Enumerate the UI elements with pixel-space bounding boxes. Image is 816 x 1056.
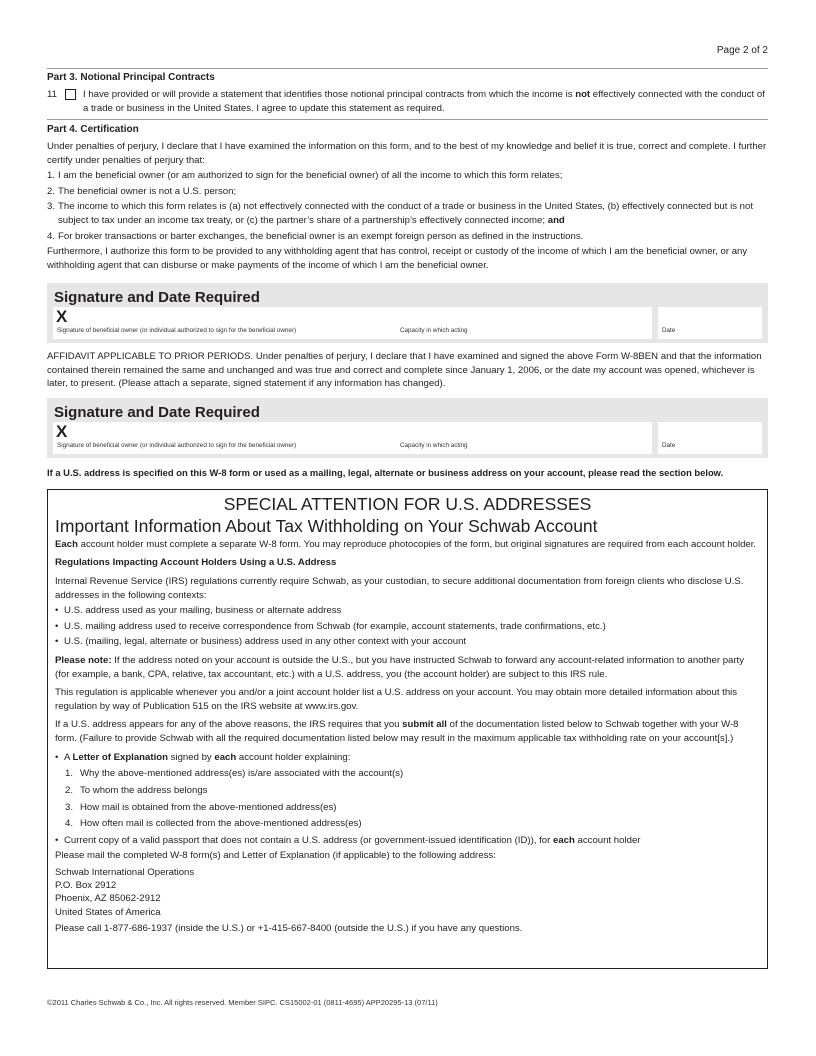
address-line: Schwab International Operations (55, 866, 195, 878)
letter-of-explanation-item: • A Letter of Explanation signed by each account holder explaining: (55, 751, 351, 763)
context-item: • U.S. address used as your mailing, business or alternate address (55, 605, 342, 617)
signature-field[interactable] (53, 307, 439, 339)
certification-item: 1. I am the beneficial owner (or am authorized to sign for the beneficial owner) of all the income to which this form relates; (47, 170, 563, 182)
mailing-address (55, 866, 760, 919)
letter-item: 1. Why the above-mentioned address(es) is/are associated with the account(s) (65, 768, 404, 780)
item-number: 11 (47, 89, 57, 100)
signature-caption: Signature of beneficial owner (or individual authorized to sign for the beneficial owner) (57, 442, 297, 450)
special-attention-box (47, 489, 768, 969)
context-item: • U.S. mailing address used to receive correspondence from Schwab (for example, account statements, trade confirmations, etc.) (55, 620, 606, 632)
requires-paragraph: If a U.S. address appears for any of the above reasons, the IRS requires that you submit all of the documentation listed below to Schwab together with your W-8 form. (Failure to provide Schwab with all the required documentation listed below may result in the maximum applicable tax withholding rate on your account[s].) (55, 719, 739, 745)
signature-field[interactable] (53, 422, 439, 454)
part4-title: Part 4. Certification (47, 124, 139, 135)
certification-item: 4. For broker transactions or barter exchanges, the beneficial owner is an exempt foreign person as defined in the instructions. (47, 230, 584, 242)
us-address-notice: If a U.S. address is specified on this W-8 form or used as a mailing, legal, alternate or business address on your account, please read the section below. (47, 467, 724, 478)
please-note-paragraph: Please note: If the address noted on your account is outside the U.S., but you have instructed Schwab to forward any account-related information to another party (for example, a bank, CPA, relative, tax accountant, etc.) with a U.S. address, you (the account holder) are subject to this IRS rule. (55, 655, 745, 680)
part3-title: Part 3. Notional Principal Contracts (47, 72, 215, 83)
address-line: P.O. Box 2912 (55, 880, 117, 892)
certification-intro: Under penalties of perjury, I declare that I have examined the information on this form, and to the best of my knowledge and belief it is true, correct and complete. I further certify under penalties of perjury that: (47, 141, 767, 166)
part4-section (47, 123, 768, 272)
page-number: Page 2 of 2 (716, 45, 768, 56)
letter-item: 4. How often mail is collected from the above-mentioned address(es) (65, 818, 362, 830)
footer-copyright: ©2011 Charles Schwab & Co., Inc. All rights reserved. Member SIPC. CS15002-01 (0811-4695) APP20295-13 (07/11) (47, 998, 438, 1007)
capacity-caption: Capacity in which acting (400, 327, 468, 335)
signature-title: Signature and Date Required (54, 404, 260, 421)
date-caption: Date (662, 442, 676, 450)
signature-box-2 (47, 398, 768, 458)
certification-item: 3. The income to which this form relates is (a) not effectively connected with the conduct of a trade or business in the United States, (b) effectively connected but is not subject to tax under an income tax treaty, or (c) the partner’s share of a partnership’s effectively connected income; and (47, 201, 754, 227)
signature-title: Signature and Date Required (54, 289, 260, 306)
signature-x-mark: X (56, 422, 68, 441)
notional-contracts-checkbox[interactable] (65, 89, 76, 100)
special-heading: SPECIAL ATTENTION FOR U.S. ADDRESSES (223, 494, 592, 514)
address-line: United States of America (55, 906, 161, 918)
authorization-paragraph: Furthermore, I authorize this form to be provided to any withholding agent that has control, receipt or custody of the income of which I am the beneficial owner, or any withholding agent that can disburse or make payments of the income of which I am the beneficial owner. (47, 246, 748, 271)
certification-item: 2. The beneficial owner is not a U.S. person; (47, 185, 237, 197)
each-holder-paragraph: Each account holder must complete a separate W-8 form. You may reproduce photocopies of the form, but original signatures are required from each account holder. (55, 538, 757, 550)
date-caption: Date (662, 327, 676, 335)
capacity-field[interactable] (396, 422, 652, 454)
affidavit-paragraph: AFFIDAVIT APPLICABLE TO PRIOR PERIODS. Under penalties of perjury, I declare that I have examined and signed the above Form W-8BEN and that the information contained therein remained the same and unchanged and was true and correct and complete since January 1, 2006, or the date my account was opened, whichever is later, to present. (Please attach a separate, signed statement if any information has changed). (47, 351, 762, 390)
divider (47, 119, 768, 120)
letter-item: 3. How mail is obtained from the above-mentioned address(es) (65, 801, 337, 813)
date-field[interactable] (658, 422, 762, 454)
letter-item: 2. To whom the address belongs (65, 784, 208, 796)
signature-box-1 (47, 283, 768, 343)
capacity-caption: Capacity in which acting (400, 442, 468, 450)
context-item: • U.S. (mailing, legal, alternate or business) address used in any other context with your account (55, 636, 467, 648)
part3-section (47, 68, 768, 120)
date-field[interactable] (658, 307, 762, 339)
special-subheading: Important Information About Tax Withholding on Your Schwab Account (55, 515, 598, 536)
mail-paragraph: Please mail the completed W-8 form(s) and Letter of Explanation (if applicable) to the following address: (55, 850, 496, 862)
notional-contracts-item (47, 88, 768, 116)
notional-contracts-text: I have provided or will provide a statement that identifies those notional principal contracts from which the income is not effectively connected with the conduct of a trade or business in the United States. I agree to update this statement as required. (83, 89, 765, 114)
call-paragraph: Please call 1-877-686-1937 (inside the U.S.) or +1-415-667-8400 (outside the U.S.) if you have any questions. (55, 922, 523, 934)
divider (47, 68, 768, 69)
irs-paragraph: Internal Revenue Service (IRS) regulations currently require Schwab, as your custodian, to secure additional documentation from foreign clients who disclose U.S. addresses in the following contexts: (55, 575, 744, 601)
passport-item: • Current copy of a valid passport that does not contain a U.S. address (or government-issued identification (ID)), for each account holder (55, 834, 641, 846)
signature-x-mark: X (56, 307, 68, 326)
address-line: Phoenix, AZ 85062-2912 (55, 893, 161, 905)
regulations-title: Regulations Impacting Account Holders Using a U.S. Address (55, 557, 337, 569)
signature-caption: Signature of beneficial owner (or individual authorized to sign for the beneficial owner) (57, 327, 297, 335)
applicable-paragraph: This regulation is applicable whenever you and/or a joint account holder list a U.S. address on your account. You may obtain more detailed information about this regulation by way of Publication 515 on the IRS website at www.irs.gov. (55, 687, 738, 712)
capacity-field[interactable] (396, 307, 652, 339)
